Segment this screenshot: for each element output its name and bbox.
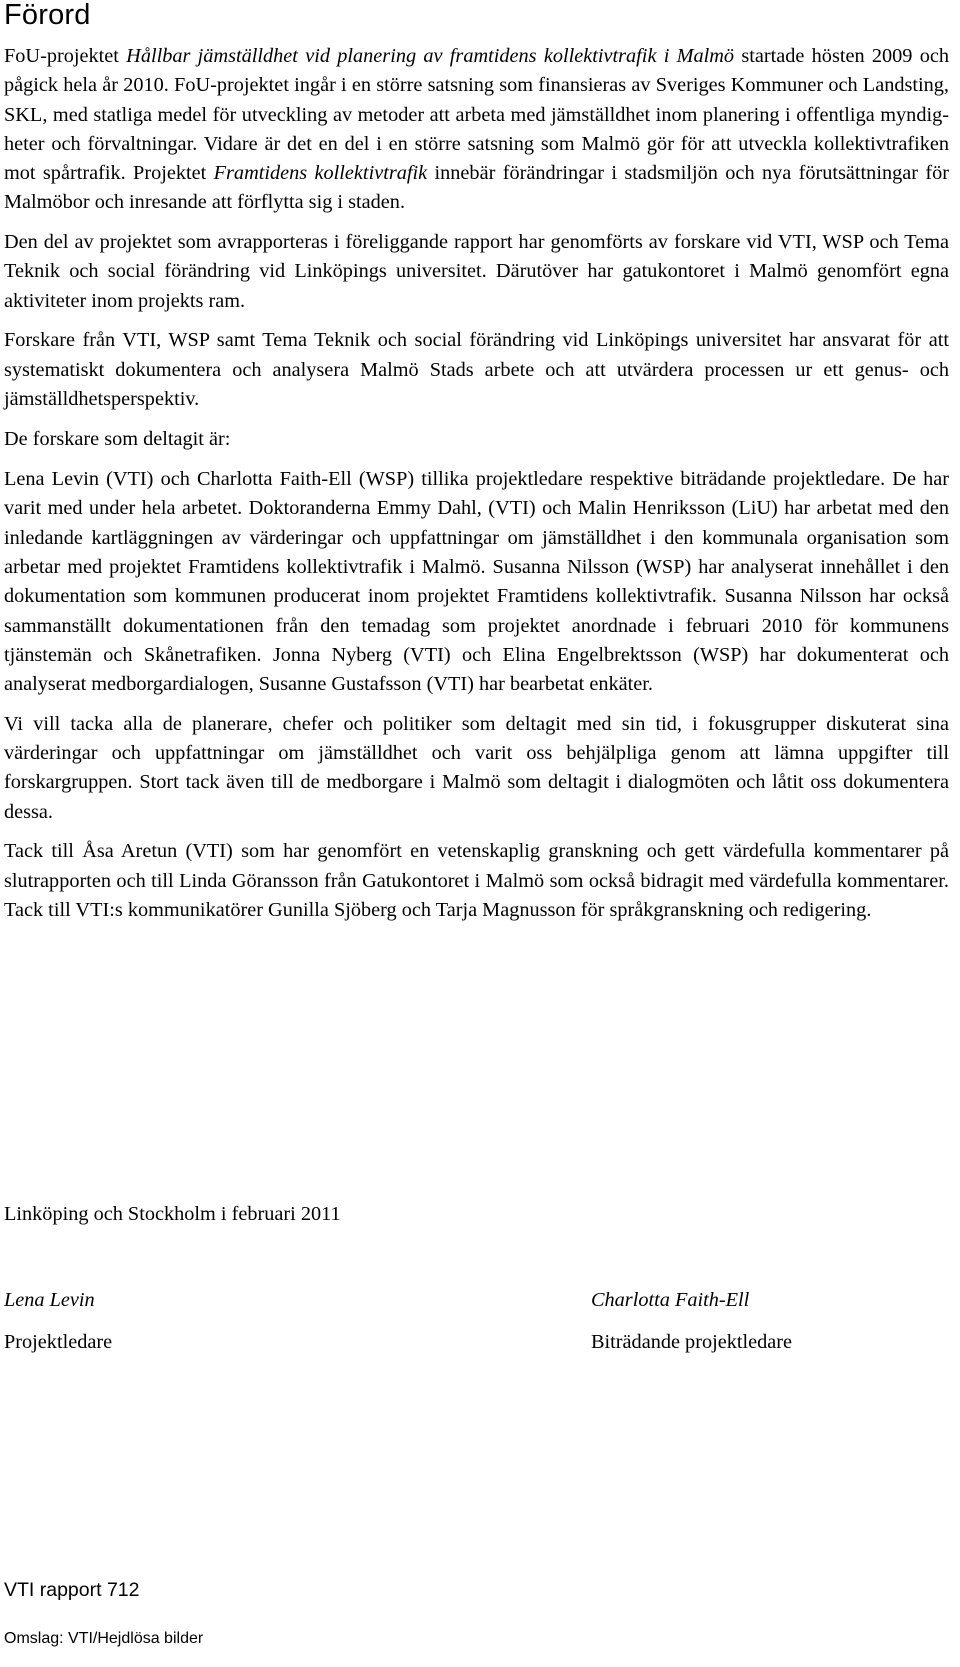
signatory-name: Lena Levin <box>4 1289 95 1311</box>
cover-credit: Omslag: VTI/Hejdlösa bilder <box>4 1630 204 1647</box>
subproject-title: Framtidens kollektivtrafik <box>213 162 428 185</box>
paragraph-research-responsibility: Forskare från VTI, WSP samt Tema Teknik och social förändring vid Linköpings universitet har ansvarat för att systematiskt dokumentera och analysera Malmö Stads arbete och att utvärdera processen ur ett genus- och jämställdhetsperspektiv. <box>4 329 949 411</box>
paragraph-thanks-reviewers: Tack till Åsa Aretun (VTI) som har genomfört en vetenskaplig granskning och gett värdefulla kommentarer på slutrapporten och till Linda Göransson från Gatukontoret i Malmö som också bidragit med värdefulla kommentarer. Tack till VTI:s kommunikatörer Gunilla Sjöberg och Tarja Magnusson för språkgranskning och redigering. <box>4 840 949 921</box>
paragraph-thanks-participants: Vi vill tacka alla de planerare, chefer och politiker som deltagit med sin tid, i fokusgrupper diskuterat sina värderingar och uppfattningar om jämställdhet och varit oss behjälpliga genom att lämna uppgifter till forskargruppen. Stort tack även till de medborgare i Malmö som deltagit i dialogmöten och låtit oss dokumentera dessa. <box>4 712 949 823</box>
signature-block-right <box>591 1286 792 1357</box>
paragraph-researchers-list: Lena Levin (VTI) och Charlotta Faith-Ell (WSP) tillika projektledare respektive biträdande projektledare. De har varit med under hela arbetet. Doktoranderna Emmy Dahl, (VTI) och Malin Henriksson (LiU) har arbetat med den inledande kartläggningen av värderingar och uppfattningar om jämställdhet i den kommunala organisation som arbetar med projektet Framtidens kollektivtrafik i Malmö. Susanna Nilsson (WSP) har analyserat innehållet i den dokumentation som kommunen producerat inom projektet Framtidens kollektivtrafik. Susanna Nilsson har också sammanställt dokumentationen från den temadag som projektet anordnade i februari 2010 för kommunens tjänstemän och Skånetrafiken. Jonna Nyberg (VTI) och Elina Engelbrektsson (WSP) har dokumenterat och analyserat medborgardialogen, Susanne Gustafsson (VTI) har bearbetat enkäter. <box>4 468 949 696</box>
signature-block-left <box>4 1286 112 1357</box>
foreword-body <box>4 42 949 936</box>
page-title: Förord <box>4 0 91 31</box>
report-number: VTI rapport 712 <box>4 1579 140 1601</box>
intro-text-start: FoU-projektet <box>4 45 127 67</box>
signatory-role: Projektledare <box>4 1331 113 1353</box>
signatory-name: Charlotta Faith-Ell <box>591 1289 750 1311</box>
project-title: Hållbar jämställdhet vid planering av framtidens kollektivtrafik i Malmö <box>126 45 735 67</box>
intro-text-end: innebär förändringar i stadsmiljön och nya förutsättningar för Malmöbor och inresande att förflytta sig i staden. <box>4 162 949 214</box>
signatory-role: Biträdande projektledare <box>591 1331 793 1353</box>
paragraph-researchers-intro: De forskare som deltagit är: <box>4 427 231 450</box>
paragraph-report-scope: Den del av projektet som avrapporteras i föreliggande rapport har genomförts av forskare vid VTI, WSP och Tema Teknik och social förändring vid Linköpings universitet. Därutöver har gatukontoret i Malmö genomfört egna aktiviteter inom projekts ram. <box>4 231 949 312</box>
place-and-date: Linköping och Stockholm i februari 2011 <box>4 1203 341 1225</box>
intro-text-middle: startade hösten 2009 och pågick hela år 2010. FoU-projektet ingår i en större satsning som finansieras av Sveriges Kommuner och Landsting, SKL, med statliga medel för utveckling av metoder att arbeta med jämställdhet inom planering i offentliga myndigheter och förvaltningar. Vidare är det en del i en större satsning som Malmö gör för att utveckla kollektivtrafiken mot spårtrafik. Projektet <box>4 45 949 185</box>
paragraph-project-intro <box>4 42 949 218</box>
